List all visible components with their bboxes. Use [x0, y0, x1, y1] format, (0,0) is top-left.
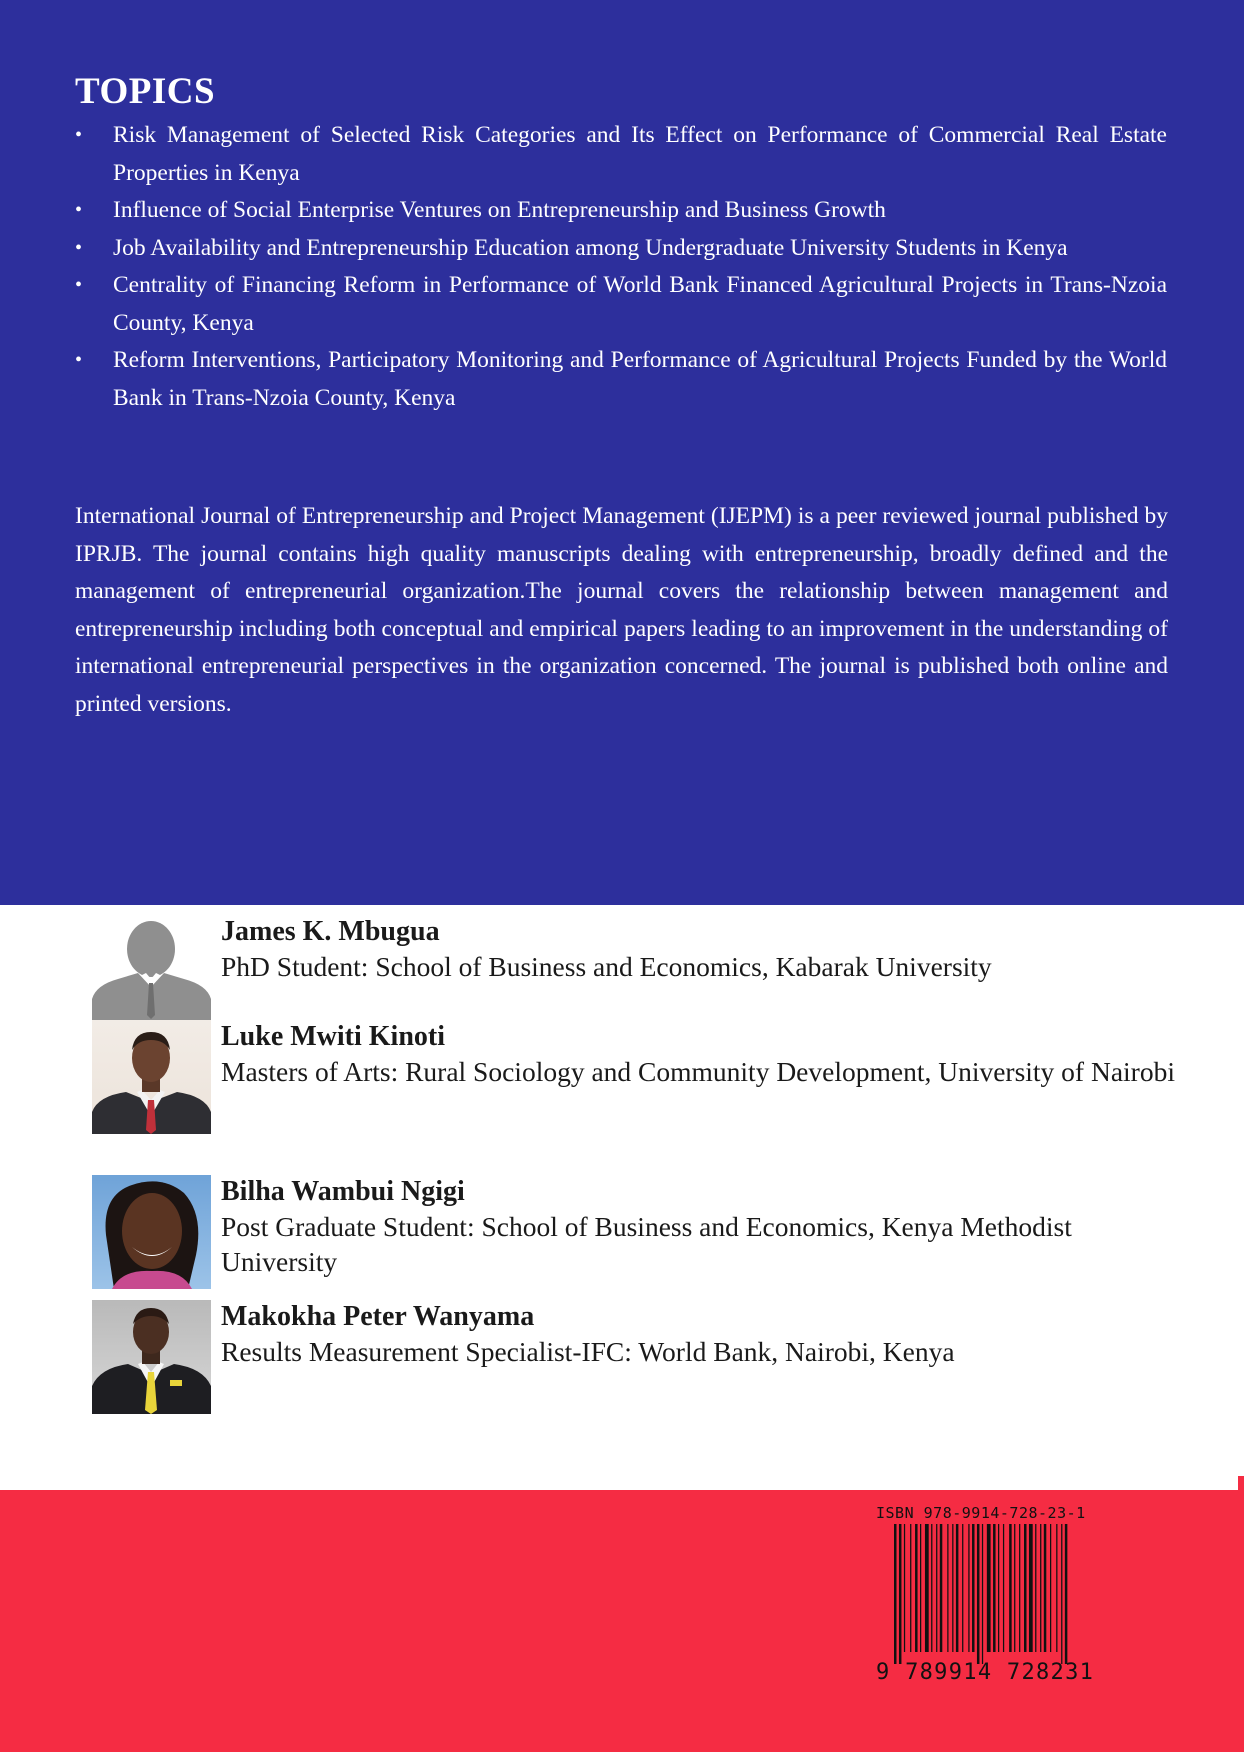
bullet-icon: • — [75, 349, 83, 371]
topics-list — [75, 117, 1167, 417]
bullet-icon: • — [75, 199, 83, 221]
author-role: PhD Student: School of Business and Economics, Kabarak University — [221, 951, 992, 982]
author-name: James K. Mbugua — [221, 916, 440, 947]
author-photo-silhouette — [92, 915, 211, 1021]
author-name: Bilha Wambui Ngigi — [221, 1176, 465, 1207]
author-photo — [92, 1020, 211, 1134]
author-card — [92, 1300, 1192, 1416]
man-portrait-icon — [92, 1300, 211, 1414]
topic-item — [75, 117, 1167, 192]
author-info — [221, 1020, 1181, 1089]
author-name: Makokha Peter Wanyama — [221, 1301, 535, 1332]
bullet-icon: • — [75, 236, 83, 259]
author-photo — [92, 1175, 211, 1289]
authors-section — [0, 905, 1244, 1490]
topic-item — [75, 267, 1167, 342]
author-info — [221, 1175, 1181, 1279]
topic-item — [75, 192, 1167, 230]
topic-text: Risk Management of Selected Risk Categories and Its Effect on Performance of Commercial Real Estate Properties in Kenya — [113, 122, 1167, 186]
topic-text: Influence of Social Enterprise Ventures on Entrepreneurship and Business Growth — [113, 197, 886, 223]
author-role: Post Graduate Student: School of Business and Economics, Kenya Methodist University — [221, 1211, 1072, 1277]
topic-text: Job Availability and Entrepreneurship Education among Undergraduate University Students in Kenya — [113, 234, 1068, 261]
bullet-icon: • — [75, 274, 83, 296]
barcode-icon — [872, 1524, 1092, 1664]
topic-text: Reform Interventions, Participatory Monitoring and Performance of Agricultural Projects Funded by the World Bank in Trans-Nzoia County, Kenya — [113, 347, 1167, 411]
person-placeholder-icon — [92, 915, 211, 1021]
journal-description: International Journal of Entrepreneurship and Project Management (IJEPM) is a peer reviewed journal published by IPRJB. The journal contains high quality manuscripts dealing with entrepreneurship, broadly defined and the management of entrepreneurial organization.The journal covers the relationship between management and entrepreneurship including both conceptual and empirical papers leading to an improvement in the understanding of international entrepreneurial perspectives in the organization concerned. The journal is published both online and printed versions. — [75, 503, 1168, 717]
author-role: Results Measurement Specialist-IFC: World Bank, Nairobi, Kenya — [221, 1336, 955, 1367]
isbn-digits: 9 789914 728231 — [876, 1660, 1095, 1685]
topic-item — [75, 230, 1167, 268]
author-info — [221, 915, 1181, 984]
author-name: Luke Mwiti Kinoti — [221, 1021, 446, 1052]
isbn-label: ISBN 978-9914-728-23-1 — [876, 1504, 1086, 1522]
author-card — [92, 1175, 1192, 1291]
isbn-barcode — [872, 1500, 1095, 1690]
topic-text: Centrality of Financing Reform in Performance of World Bank Financed Agricultural Projects in Trans-Nzoia County, Kenya — [113, 272, 1167, 336]
topics-heading: TOPICS — [75, 71, 216, 112]
bullet-icon: • — [75, 124, 83, 146]
topic-item — [75, 342, 1167, 417]
author-card — [92, 1020, 1192, 1136]
man-portrait-icon — [92, 1020, 211, 1134]
woman-portrait-icon — [92, 1175, 211, 1289]
author-photo — [92, 1300, 211, 1414]
author-role: Masters of Arts: Rural Sociology and Community Development, University of Nairobi — [221, 1056, 1175, 1087]
author-card — [92, 915, 1192, 1025]
author-info — [221, 1300, 1181, 1369]
